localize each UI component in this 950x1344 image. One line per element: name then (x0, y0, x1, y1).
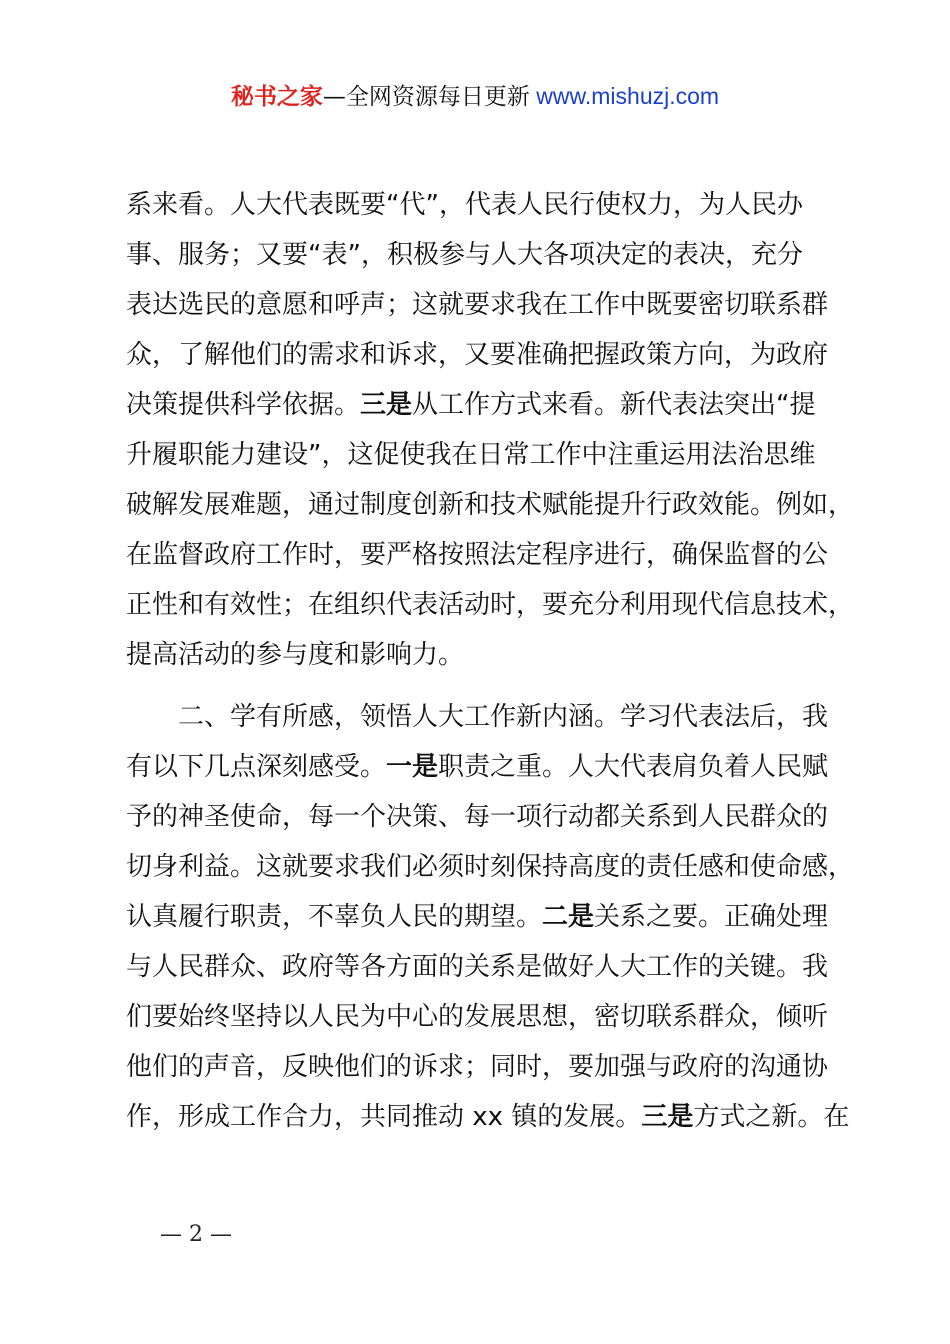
site-header (0, 80, 950, 113)
section-heading-line: 二、学有所感，领悟人大工作新内涵。学习代表法后，我 (178, 702, 829, 732)
text-line (126, 742, 856, 792)
text-line: 在监督政府工作时，要严格按照法定程序进行，确保监督的公 (126, 540, 829, 570)
bold-keyword: 三是 (641, 1102, 694, 1132)
text-line (126, 1092, 856, 1142)
bold-keyword: 三是 (360, 390, 413, 420)
bold-keyword: 二是 (542, 902, 595, 932)
text-segment: 决策提供科学依据。 (126, 390, 361, 420)
paragraph-1 (126, 180, 856, 680)
paragraph-gap (126, 680, 856, 692)
text-segment: 从工作方式来看。新代表法突出“提 (412, 390, 816, 420)
text-line: 众，了解他们的需求和诉求，又要准确把握政策方向，为政府 (126, 340, 829, 370)
text-line (126, 892, 856, 942)
text-segment: 方式之新。在 (693, 1102, 850, 1132)
text-segment: 作，形成工作合力，共同推动 xx 镇的发展。 (126, 1102, 642, 1132)
text-line (126, 380, 856, 430)
text-line: 系来看。人大代表既要“代”，代表人民行使权力，为人民办 (126, 190, 803, 220)
brand-name: 秘书之家 (230, 84, 323, 110)
text-line: 们要始终坚持以人民为中心的发展思想，密切联系群众，倾听 (126, 1002, 829, 1032)
text-line: 正性和有效性；在组织代表活动时，要充分利用现代信息技术， (126, 590, 855, 620)
text-line: 切身利益。这就要求我们必须时刻保持高度的责任感和使命感， (126, 852, 855, 882)
document-body (126, 180, 856, 1142)
text-segment: 认真履行职责，不辜负人民的期望。 (126, 902, 543, 932)
text-segment: 职责之重。人大代表肩负着人民赋 (438, 752, 829, 782)
text-line: 他们的声音，反映他们的诉求；同时，要加强与政府的沟通协 (126, 1052, 829, 1082)
text-line: 表达选民的意愿和呼声；这就要求我在工作中既要密切联系群 (126, 290, 829, 320)
text-segment: 关系之要。正确处理 (594, 902, 829, 932)
text-line: 提高活动的参与度和影响力。 (126, 640, 465, 670)
header-slogan: —全网资源每日更新 (322, 84, 530, 110)
text-line: 升履职能力建设”，这促使我在日常工作中注重运用法治思维 (126, 440, 816, 470)
bold-keyword: 一是 (386, 752, 439, 782)
text-line: 予的神圣使命，每一个决策、每一项行动都关系到人民群众的 (126, 802, 829, 832)
text-line: 与人民群众、政府等各方面的关系是做好人大工作的关键。我 (126, 952, 829, 982)
page-number: — 2 — (160, 1222, 232, 1247)
text-line: 破解发展难题，通过制度创新和技术赋能提升行政效能。例如， (126, 490, 855, 520)
site-url-link[interactable]: www.mishuzj.com (529, 83, 720, 109)
text-segment: 有以下几点深刻感受。 (126, 752, 387, 782)
text-line: 事、服务；又要“表”，积极参与人大各项决定的表决，充分 (126, 240, 803, 270)
paragraph-2 (126, 692, 856, 1142)
